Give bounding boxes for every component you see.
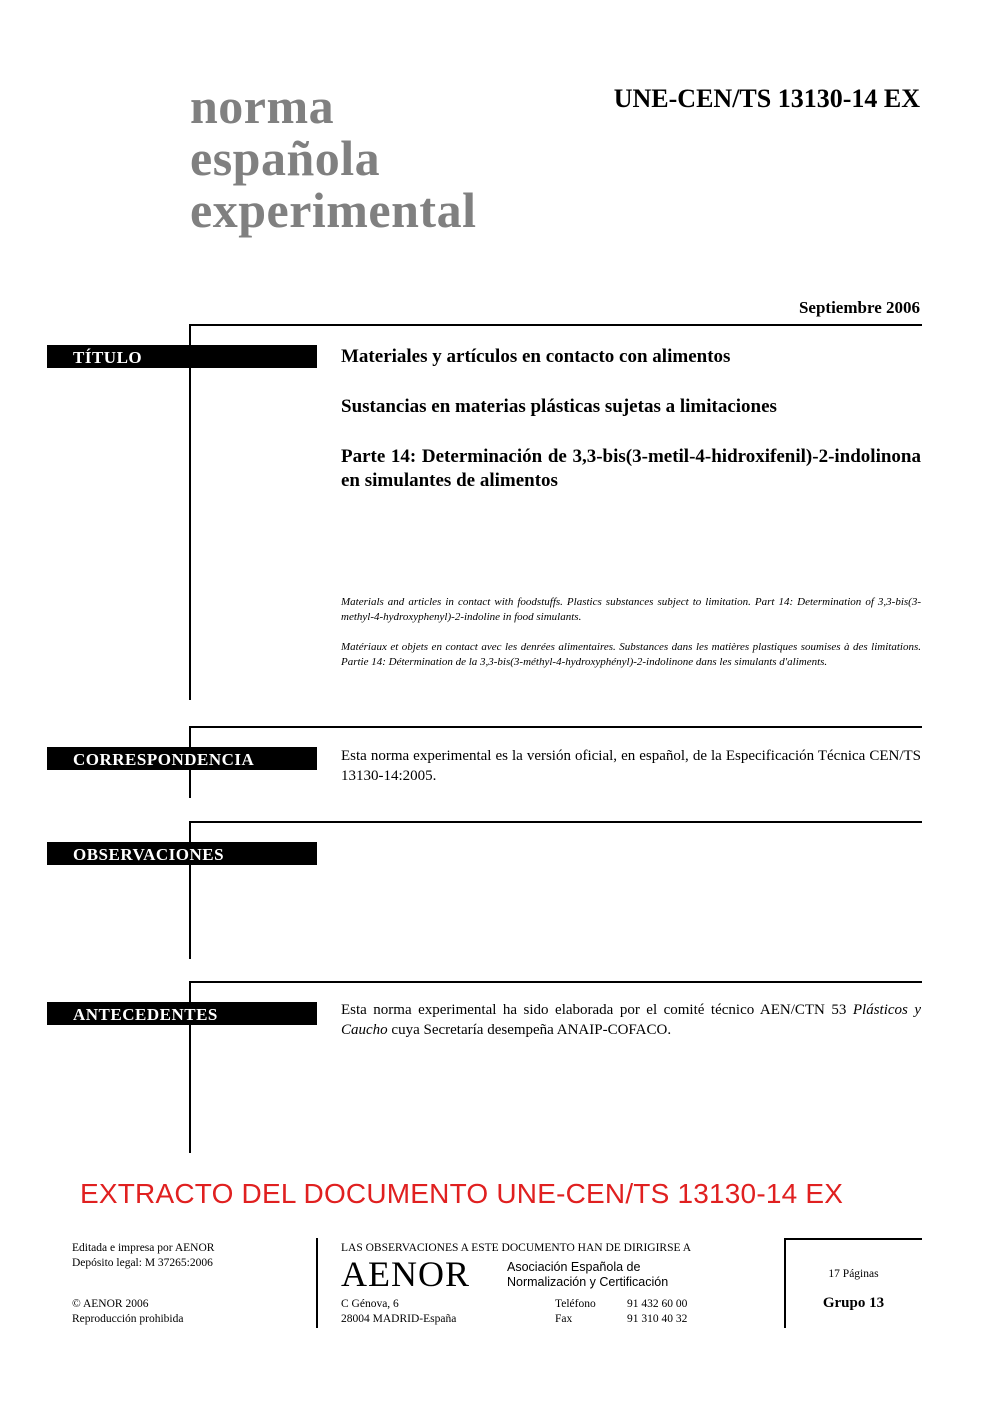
brand-line-experimental: experimental xyxy=(190,182,477,238)
section-vertical-rule xyxy=(189,324,191,700)
label-correspondencia: CORRESPONDENCIA xyxy=(47,747,317,770)
standard-code: UNE-CEN/TS 13130-14 EX xyxy=(613,84,920,113)
footer-divider-left xyxy=(316,1238,318,1328)
footer-contact-numbers xyxy=(627,1297,687,1327)
title-es-line-1: Materiales y artículos en contacto con alimentos xyxy=(341,346,731,367)
label-titulo: TÍTULO xyxy=(47,345,317,368)
title-english: Materials and articles in contact with foodstuffs. Plastics substances subject to limitation. Part 14: Determination of 3,3-bis(3-methyl-4-hydroxyphenyl)-2-indoline in food simulants. xyxy=(341,596,921,623)
antecedentes-text-end: cuya Secretaría desempeña ANAIP-COFACO. xyxy=(387,1022,672,1038)
title-es-line-3: Parte 14: Determinación de 3,3-bis(3-metil-4-hidroxifenil)-2-indolinona en simulantes de alimentos xyxy=(341,446,921,491)
correspondencia-text: Esta norma experimental es la versión oficial, en español, de la Especificación Técnica CEN/TS 13130-14:2005. xyxy=(341,748,921,784)
footer-copyright: © AENOR 2006 xyxy=(72,1298,149,1310)
committee-name: Plásticos y Caucho xyxy=(341,1002,922,1038)
footer-legal-deposit: Depósito legal: M 37265:2006 xyxy=(72,1257,213,1269)
fax-number: 91 310 40 32 xyxy=(627,1313,688,1325)
label-antecedentes: ANTECEDENTES xyxy=(47,1002,317,1025)
brand-line-norma: norma xyxy=(190,78,335,134)
antecedentes-text-start: Esta norma experimental ha sido elaborada por el comité técnico AEN/CTN 53 xyxy=(341,1002,853,1018)
phone-number: 91 432 60 00 xyxy=(627,1298,688,1310)
title-french: Matériaux et objets en contact avec les denrées alimentaires. Substances dans les matières plastiques soumises à des limitations. Partie 14: Détermination de la 3,3-bis(3-méthyl-4-hydroxyphényl)-2-indolinone dans les simulants d'aliments. xyxy=(341,641,921,668)
association-line-1: Asociación Española de xyxy=(507,1260,641,1274)
footer-publisher-info xyxy=(72,1241,214,1271)
section-divider xyxy=(190,981,922,983)
antecedentes-text xyxy=(341,1000,921,1040)
address-street: C Génova, 6 xyxy=(341,1298,399,1310)
footer-contact-labels xyxy=(555,1297,596,1327)
footer-address xyxy=(341,1297,456,1327)
extract-notice: EXTRACTO DEL DOCUMENTO UNE-CEN/TS 13130-14 EX xyxy=(80,1178,844,1209)
footer-divider-right xyxy=(784,1238,786,1328)
brand-line-espanola: española xyxy=(190,130,381,186)
section-divider xyxy=(190,324,922,326)
publication-date: Septiembre 2006 xyxy=(798,298,920,317)
page-count: 17 Páginas xyxy=(828,1268,879,1280)
title-es-line-2: Sustancias en materias plásticas sujetas a limitaciones xyxy=(341,396,777,417)
brand-heading xyxy=(190,80,476,236)
footer-copyright-info xyxy=(72,1297,183,1327)
association-line-2: Normalización y Certificación xyxy=(507,1275,669,1289)
address-city: 28004 MADRID-España xyxy=(341,1313,457,1325)
aenor-association-name xyxy=(507,1260,668,1290)
fax-label: Fax xyxy=(555,1313,573,1325)
footer-box-top-rule xyxy=(785,1238,922,1240)
aenor-logo: AENOR xyxy=(341,1254,470,1294)
footer-observations-notice: LAS OBSERVACIONES A ESTE DOCUMENTO HAN DE DIRIGIRSE A xyxy=(341,1242,692,1254)
price-group: Grupo 13 xyxy=(822,1295,885,1311)
footer-edited-by: Editada e impresa por AENOR xyxy=(72,1242,215,1254)
phone-label: Teléfono xyxy=(555,1298,596,1310)
label-observaciones: OBSERVACIONES xyxy=(47,842,317,865)
section-divider xyxy=(190,726,922,728)
section-divider xyxy=(190,821,922,823)
footer-reproduction: Reproducción prohibida xyxy=(72,1313,184,1325)
